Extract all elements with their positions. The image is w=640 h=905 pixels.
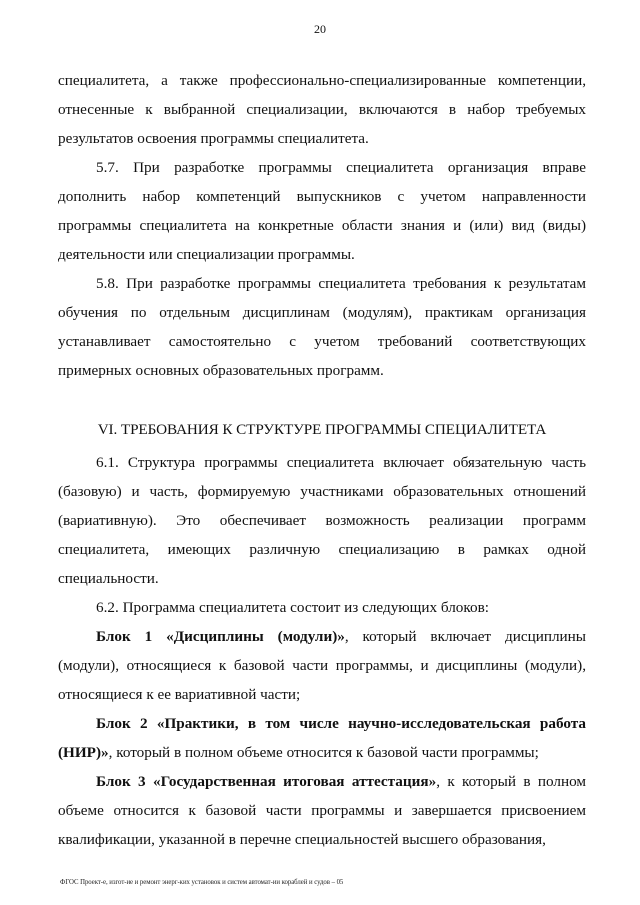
paragraph-block-1: [58, 622, 586, 709]
paragraph-5-8: 5.8. При разработке программы специалитета требования к результатам обучения по отдельным дисциплинам (модулям), практикам организация устанавливает самостоятельно с учетом требований соответствующих примерных основных образовательных программ.: [58, 275, 586, 379]
paragraph-block-3: [58, 767, 586, 854]
block-3-title: Блок 3 «Государственная итоговая аттестация»: [96, 773, 437, 790]
block-1-title: Блок 1 «Дисциплины (модули)»: [96, 628, 345, 645]
paragraph-5-7: 5.7. При разработке программы специалитета организация вправе дополнить набор компетенций выпускников с учетом направленности программы специалитета на конкретные области знания и (или) вид (виды) деятельности или специализации программы.: [58, 159, 586, 263]
section-heading: VI. ТРЕБОВАНИЯ К СТРУКТУРЕ ПРОГРАММЫ СПЕЦИАЛИТЕТА: [97, 421, 547, 438]
block-2-text: , который в полном объеме относится к базовой части программы;: [108, 744, 539, 761]
block-1-text: , который включает дисциплины (модули), относящиеся к базовой части программы, и дисциплины (модули), относящиеся к ее вариативной части;: [58, 628, 586, 703]
page-number: 20: [314, 22, 326, 36]
paragraph-block-2: [58, 709, 586, 767]
page-content: [58, 66, 586, 854]
block-3-text: , к который в полном объеме относится к базовой части программы и завершается присвоением квалификации, указанной в перечне специальностей высшего образования,: [58, 773, 586, 848]
block-2-title: Блок 2 «Практики, в том числе научно-исследовательская работа (НИР)»: [58, 715, 586, 761]
paragraph-6-1: 6.1. Структура программы специалитета включает обязательную часть (базовую) и часть, формируемую участниками образовательных отношений (вариативную). Это обеспечивает возможность реализации программ специалитета, имеющих различную специализацию в рамках одной специальности.: [58, 454, 586, 587]
paragraph-competencies-continuation: специалитета, а также профессионально-специализированные компетенции, отнесенные к выбранной специализации, включаются в набор требуемых результатов освоения программы специалитета.: [58, 72, 586, 147]
page-footer: ФГОС Проект-е, изгот-ие и ремонт энерг-ких установок и систем автомат-ии кораблей и судов – 05: [60, 879, 344, 886]
paragraph-6-2: 6.2. Программа специалитета состоит из следующих блоков:: [96, 599, 489, 616]
